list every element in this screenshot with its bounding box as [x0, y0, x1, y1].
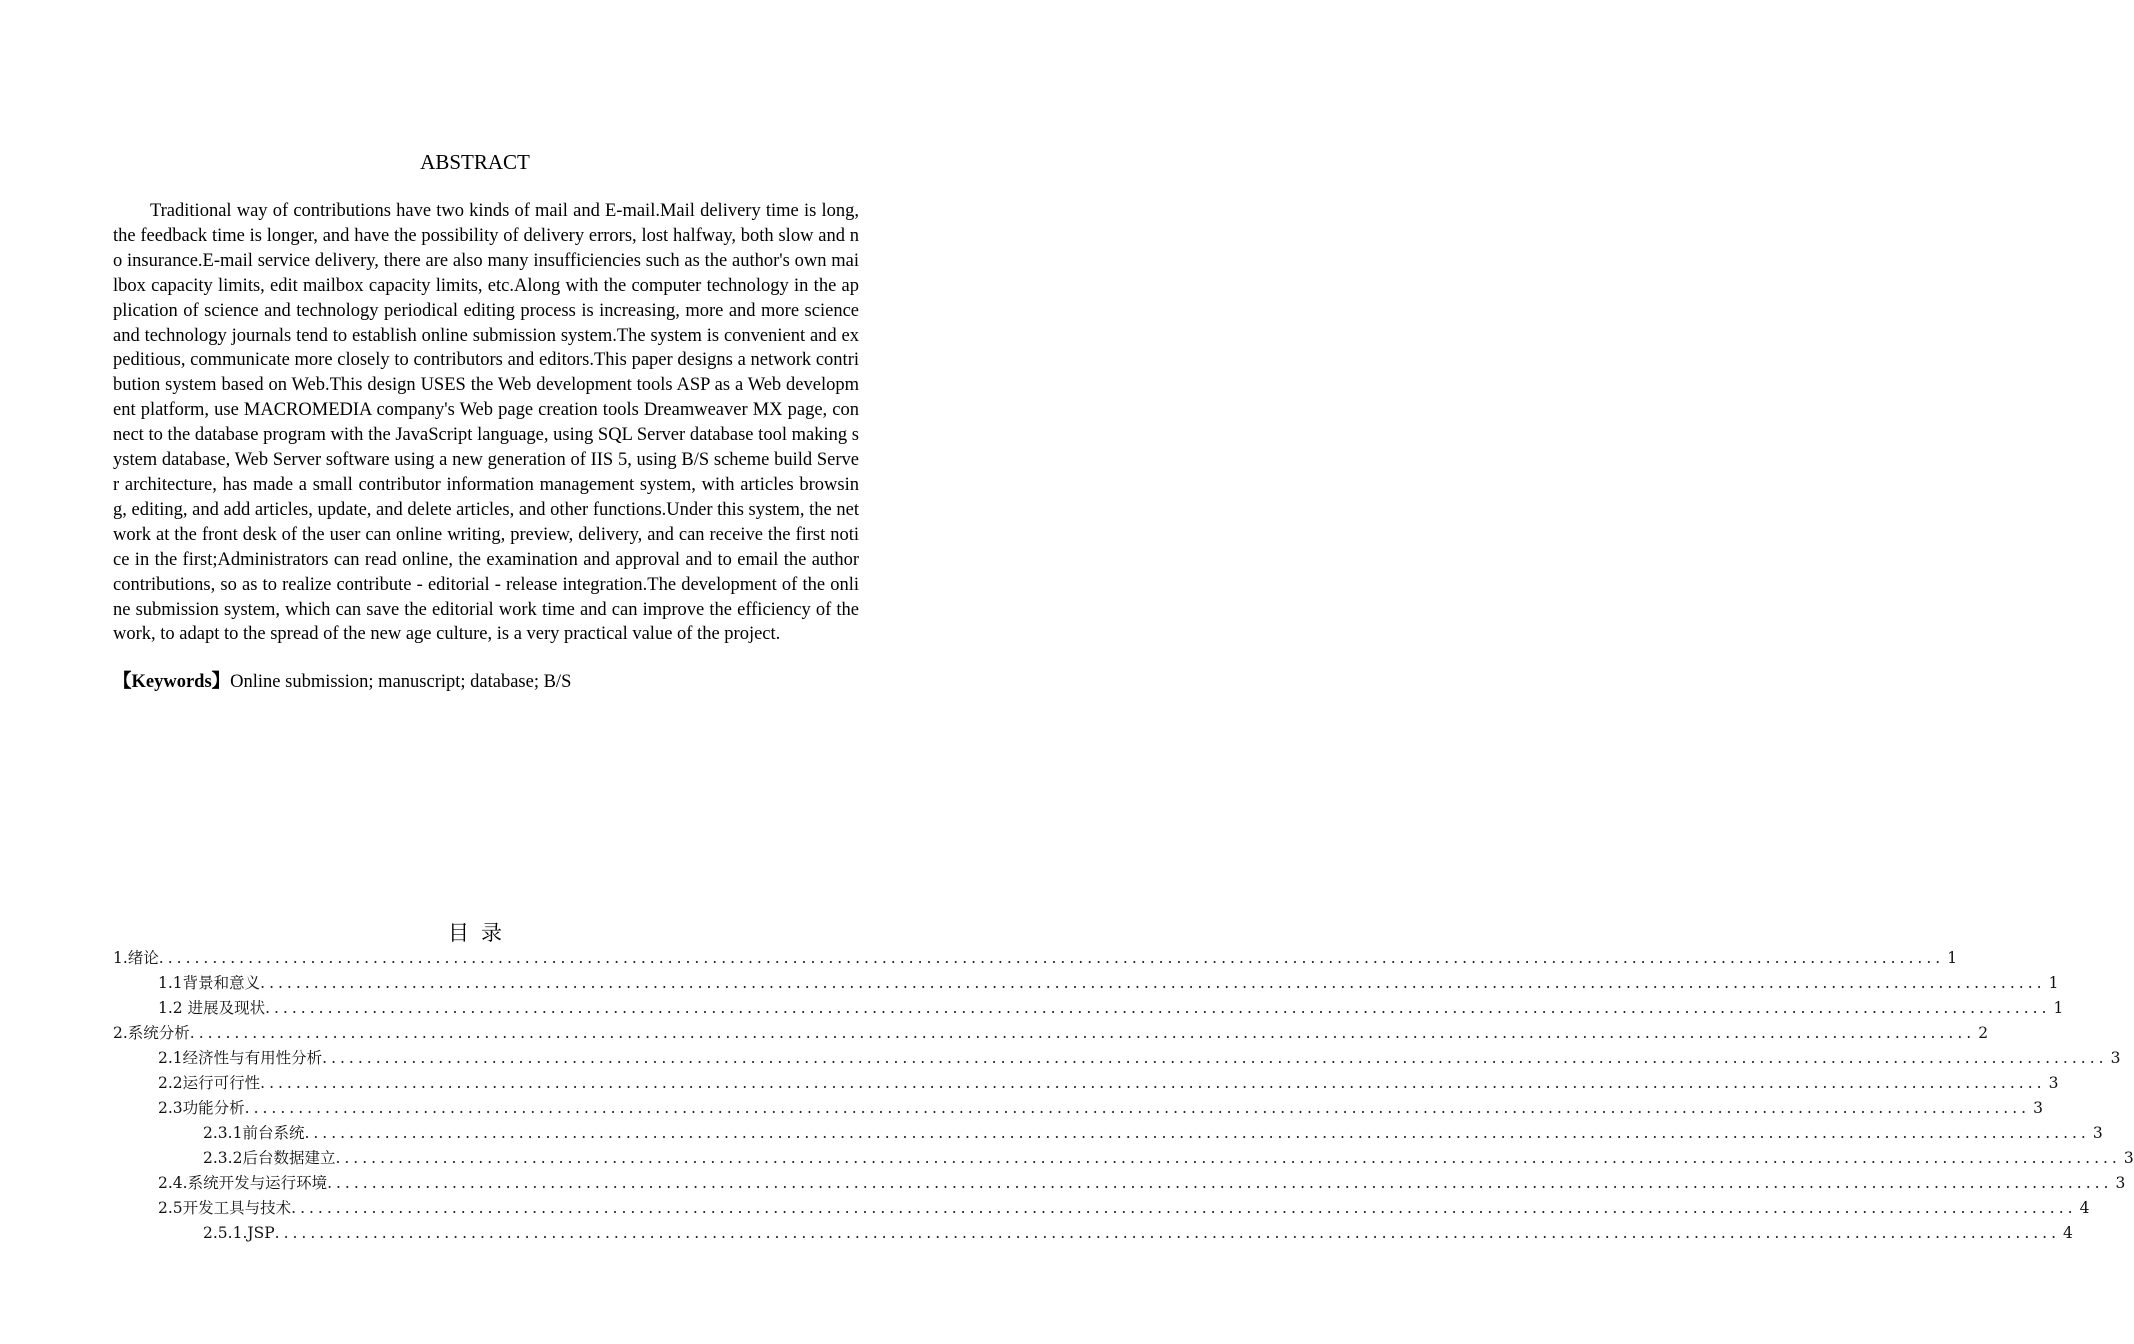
toc-dot-leader: ........................................................................................................................................................................................................ — [189, 1024, 1976, 1042]
toc-dot-leader: ........................................................................................................................................................................................................ — [304, 1124, 2090, 1142]
toc-entry[interactable] — [113, 946, 1958, 971]
toc-entry-page: 3 — [2123, 1149, 2134, 1167]
table-of-contents — [113, 946, 2134, 1246]
toc-dot-leader: ........................................................................................................................................................................................................ — [327, 1174, 2113, 1192]
toc-dot-leader: ........................................................................................................................................................................................................ — [158, 949, 1945, 967]
toc-dot-leader: ........................................................................................................................................................................................................ — [322, 1049, 2108, 1067]
toc-title: 目录 — [448, 921, 514, 945]
toc-dot-leader: ........................................................................................................................................................................................................ — [265, 999, 2051, 1017]
keywords-line — [113, 670, 859, 695]
toc-dot-leader: ........................................................................................................................................................................................................ — [274, 1224, 2061, 1242]
toc-entry-label: 2.3.1前台系统 — [203, 1124, 305, 1142]
toc-entry-page: 4 — [2079, 1199, 2090, 1217]
toc-entry-page: 3 — [2033, 1099, 2043, 1117]
toc-entry-label: 2.2运行可行性 — [158, 1074, 261, 1092]
toc-entry-page: 3 — [2048, 1074, 2059, 1092]
toc-dot-leader: ........................................................................................................................................................................................................ — [244, 1099, 2031, 1117]
toc-entry[interactable] — [113, 1221, 2073, 1246]
toc-entry-page: 3 — [2110, 1049, 2121, 1067]
toc-entry[interactable] — [113, 1046, 2121, 1071]
toc-dot-leader: ........................................................................................................................................................................................................ — [260, 1074, 2046, 1092]
toc-entry[interactable] — [113, 971, 2059, 996]
toc-entry-label: 2.系统分析 — [113, 1024, 190, 1042]
toc-entry-label: 2.4.系统开发与运行环境 — [158, 1174, 328, 1192]
toc-entry-label: 1.1背景和意义 — [158, 974, 261, 992]
toc-entry-page: 1 — [2053, 999, 2064, 1017]
toc-entry[interactable] — [113, 1121, 2103, 1146]
toc-entry-label: 2.1经济性与有用性分析 — [158, 1049, 323, 1067]
toc-entry[interactable] — [113, 1171, 2126, 1196]
toc-entry-page: 4 — [2063, 1224, 2073, 1242]
toc-entry[interactable] — [113, 1021, 1989, 1046]
toc-dot-leader: ........................................................................................................................................................................................................ — [291, 1199, 2077, 1217]
toc-entry-label: 2.5.1.JSP — [203, 1224, 275, 1242]
keywords-text: Online submission; manuscript; database; B/S — [230, 672, 572, 692]
toc-entry-label: 1.绪论 — [113, 949, 159, 967]
toc-dot-leader: ........................................................................................................................................................................................................ — [260, 974, 2046, 992]
toc-entry[interactable] — [113, 1146, 2134, 1171]
abstract-body: Traditional way of contributions have two kinds of mail and E-mail.Mail delivery time is long, the feedback time is longer, and have the possibility of delivery errors, lost halfway, both slow and no insurance.E-mail service delivery, there are also many insufficiencies such as the author's own mailbox capacity limits, edit mailbox capacity limits, etc.Along with the computer technology in the application of science and technology periodical editing process is increasing, more and more science and technology journals tend to establish online submission system.The system is convenient and expeditious, communicate more closely to contributors and editors.This paper designs a network contribution system based on Web.This design USES the Web development tools ASP as a Web development platform, use MACROMEDIA company's Web page creation tools Dreamweaver MX page, connect to the database program with the JavaScript language, using SQL Server database tool making system database, Web Server software using a new generation of IIS 5, using B/S scheme build Server architecture, has made a small contributor information management system, with articles browsing, editing, and add articles, update, and delete articles, and other functions.Under this system, the network at the front desk of the user can online writing, preview, delivery, and can receive the first notice in the first;Administrators can read online, the examination and approval and to email the author contributions, so as to realize contribute - editorial - release integration.The development of the online submission system, which can save the editorial work time and can improve the efficiency of the work, to adapt to the spread of the new age culture, is a very practical value of the project. — [113, 201, 859, 645]
toc-entry-page: 1 — [1947, 949, 1958, 967]
toc-entry-label: 2.3功能分析 — [158, 1099, 245, 1117]
toc-entry[interactable] — [113, 1196, 2090, 1221]
abstract-title: ABSTRACT — [420, 150, 530, 174]
toc-entry[interactable] — [113, 1071, 2059, 1096]
toc-entry-page: 1 — [2048, 974, 2059, 992]
toc-entry-label: 2.3.2后台数据建立 — [203, 1149, 336, 1167]
toc-entry-label: 1.2 进展及现状 — [158, 999, 266, 1017]
toc-entry-page: 2 — [1978, 1024, 1989, 1042]
keywords-label: 【Keywords】 — [113, 672, 231, 692]
toc-entry[interactable] — [113, 996, 2064, 1021]
toc-dot-leader: ........................................................................................................................................................................................................ — [335, 1149, 2121, 1167]
toc-entry-label: 2.5开发工具与技术 — [158, 1199, 292, 1217]
toc-entry[interactable] — [113, 1096, 2043, 1121]
toc-entry-page: 3 — [2115, 1174, 2126, 1192]
toc-entry-page: 3 — [2092, 1124, 2103, 1142]
